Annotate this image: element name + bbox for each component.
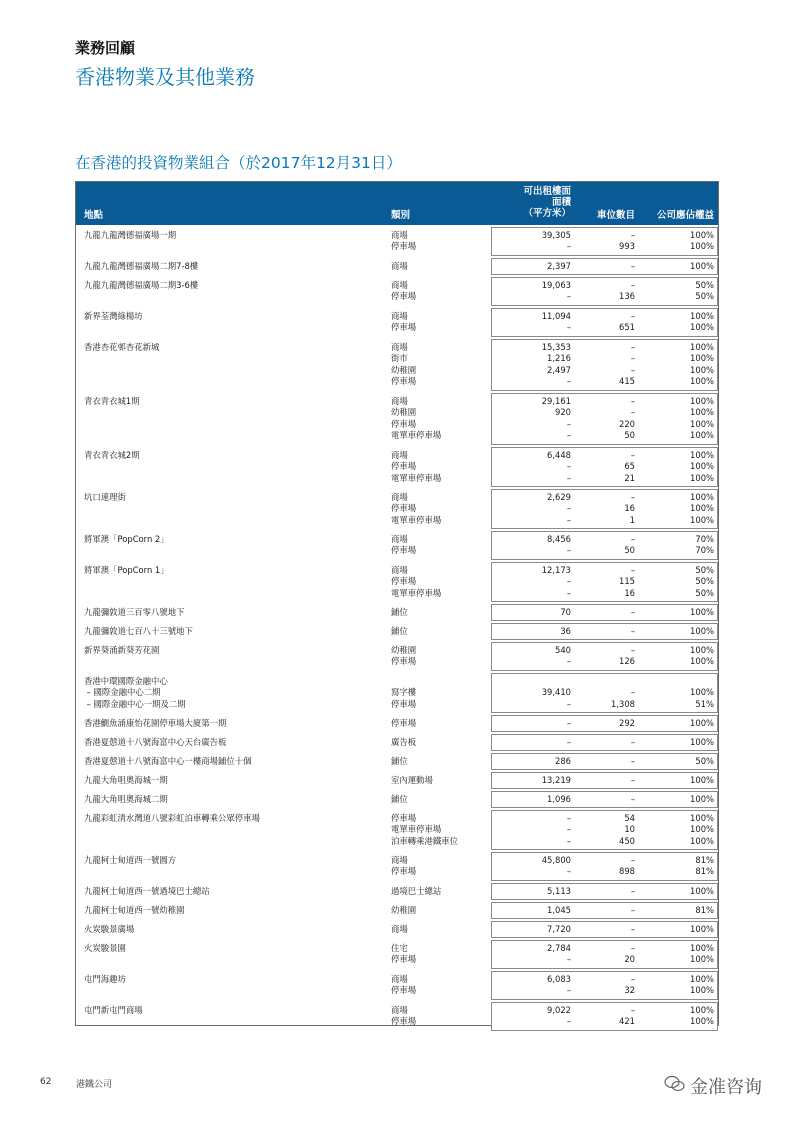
interest-cell: 100% [690,775,714,785]
location-cell: 火炭駿景園 [84,943,126,953]
parking-cell: – [630,905,635,915]
interest-cell: 100% [690,737,714,747]
interest-cell: 100% 100% [690,974,714,996]
parking-cell: – 16 1 [624,492,635,525]
table-row [76,225,718,256]
parking-cell: 54 10 450 [619,813,635,846]
area-cell: 15,353 1,216 2,497 – [541,342,571,387]
area-cell: 70 [560,607,571,617]
area-cell: 540 – [555,645,571,667]
type-cell: 鋪位 [391,756,408,766]
location-cell: 將軍澳「PopCorn 1」 [84,565,169,575]
area-cell: 1,045 [547,905,571,915]
header-interest: 公司應佔權益 [656,210,714,221]
area-cell: 29,161 920 – – [541,396,571,441]
watermark: 金准咨询 [690,1077,762,1098]
interest-cell: 100% [690,261,714,271]
area-cell: 19,063 – [541,280,571,302]
table-row [76,751,718,770]
parking-cell: – [630,737,635,747]
area-cell: – [566,737,571,747]
area-cell: 11,094 – [541,311,571,333]
type-cell: 停車場 電單車停車場 泊車轉乘港鐵車位 [391,813,458,846]
area-cell: 286 [555,756,571,766]
table-row [76,391,718,445]
location-cell: 九龍柯士甸道西一號圓方 [84,855,177,865]
type-cell: 幼稚園 [391,905,417,915]
parking-cell: – [630,924,635,934]
table-row [76,560,718,602]
type-cell: 鋪位 [391,607,408,617]
area-cell: 9,022 – [547,1005,571,1027]
location-cell: 新界葵涌新葵芳花園 [84,645,160,655]
location-cell: 九龍柯士甸道西一號幼稚園 [84,905,185,915]
wechat-icon [664,1075,686,1093]
table-row [76,256,718,275]
location-cell: 坑口連理街 [84,492,126,502]
table-row [76,621,718,640]
location-cell: 香港杏花邨杏花新城 [84,342,160,352]
table-row [76,789,718,808]
type-cell: 商場 停車場 [391,534,417,556]
area-cell: – – – [566,813,571,846]
table-row [76,337,718,391]
area-cell: 39,410 – [541,687,571,709]
area-cell: 6,083 – [547,974,571,996]
area-cell: 45,800 – [541,855,571,877]
interest-cell: 81% 81% [695,855,714,877]
interest-cell: 100% [690,886,714,896]
interest-cell: 100% 100% [690,1005,714,1027]
area-cell: 7,720 [547,924,571,934]
interest-cell: 50% 50% [695,280,714,302]
location-cell: 九龍九龍灣德福廣場二期3-6樓 [84,280,199,290]
type-cell: 商場 停車場 [391,855,417,877]
parking-cell: – 65 21 [624,450,635,483]
parking-cell: – [630,626,635,636]
parking-cell: – [630,756,635,766]
interest-cell: 70% 70% [695,534,714,556]
location-cell: 香港中環國際金融中心 – 國際金融中心二期 – 國際金融中心一期及二期 [84,676,186,709]
location-cell: 火炭駿景廣場 [84,924,135,934]
interest-cell: 100% 100% 100% 100% [690,342,714,387]
type-cell: 商場 停車場 [391,974,417,996]
table-body [76,225,718,1031]
type-cell: 商場 停車場 電單車停車場 [391,492,442,525]
header-type: 類別 [391,210,411,221]
type-cell: 商場 街市 幼稚園 停車場 [391,342,417,387]
table-row [76,713,718,732]
page-number: 62 [40,1077,52,1087]
type-cell: 商場 停車場 [391,280,417,302]
area-cell: 36 [560,626,571,636]
table-row [76,671,718,713]
interest-cell: 100% [690,626,714,636]
header-area: 可出租樓面 面積 （平方米） [523,186,571,219]
type-cell: 鋪位 [391,794,408,804]
interest-cell: 100% [690,607,714,617]
interest-cell: 100% [690,794,714,804]
parking-cell: – – 220 50 [619,396,635,441]
area-cell: 39,305 – [541,230,571,252]
interest-cell: 100% 100% [690,230,714,252]
type-cell: 商場 [391,261,408,271]
type-cell: 室內運動場 [391,775,433,785]
area-cell: 2,397 [547,261,571,271]
table-row [76,640,718,671]
parking-cell: – – – 415 [619,342,635,387]
parking-cell: – 115 16 [619,565,635,598]
location-cell: 香港夏慤道十八號海富中心天台廣告板 [84,737,227,747]
type-cell: 商場 停車場 電單車停車場 [391,450,442,483]
type-cell: 鋪位 [391,626,408,636]
type-cell: 商場 停車場 [391,311,417,333]
location-cell: 青衣青衣城2期 [84,450,140,460]
parking-cell: – 1,308 [611,687,635,709]
type-cell: 商場 幼稚園 停車場 電單車停車場 [391,396,442,441]
area-cell: 5,113 [547,886,571,896]
parking-cell: – [630,886,635,896]
parking-cell: – [630,607,635,617]
location-cell: 九龍大角咀奧海城二期 [84,794,168,804]
area-cell: 8,456 – [547,534,571,556]
section-label: 業務回顧 [75,39,136,57]
table-row [76,900,718,919]
area-cell: 12,173 – – [541,565,571,598]
interest-cell: 100% 100% [690,311,714,333]
parking-cell: – 421 [619,1005,635,1027]
parking-cell: – 993 [619,230,635,252]
area-cell: 6,448 – – [547,450,571,483]
type-cell: 住宅 停車場 [391,943,417,965]
location-cell: 九龍彩虹清水灣道八號彩虹泊車轉乘公眾停車場 [84,813,260,823]
table-row [76,529,718,560]
location-cell: 九龍九龍灣德福廣場二期7-8樓 [84,261,199,271]
type-cell: 商場 停車場 [391,230,417,252]
header-location: 地點 [84,210,104,221]
type-cell: 停車場 [391,718,417,728]
interest-cell: 100% 100% 100% [690,492,714,525]
table-row [76,275,718,306]
parking-cell: – 126 [619,645,635,667]
table-row [76,1000,718,1031]
area-cell: 1,096 [547,794,571,804]
type-cell: 寫字樓 停車場 [391,687,417,709]
location-cell: 九龍大角咀奧海城一期 [84,775,168,785]
parking-cell: – 898 [619,855,635,877]
investment-property-table [75,181,719,1026]
type-cell: 幼稚園 停車場 [391,645,417,667]
parking-cell: 292 [619,718,635,728]
table-row [76,919,718,938]
location-cell: 將軍澳「PopCorn 2」 [84,534,169,544]
location-cell: 屯門海趣坊 [84,974,126,984]
location-cell: 九龍柯士甸道西一號過境巴士總站 [84,886,210,896]
interest-cell: 100% [690,924,714,934]
table-row [76,732,718,751]
interest-cell: 100% [690,718,714,728]
interest-cell: 100% 100% [690,645,714,667]
interest-cell: 100% 100% 100% [690,813,714,846]
table-title: 在香港的投資物業組合（於2017年12月31日） [75,154,402,172]
interest-cell: 100% 100% [690,943,714,965]
type-cell: 商場 停車場 電單車停車場 [391,565,442,598]
table-row [76,881,718,900]
table-row [76,445,718,487]
type-cell: 商場 [391,924,408,934]
table-row [76,808,718,850]
type-cell: 過境巴士總站 [391,886,442,896]
parking-cell: – [630,261,635,271]
table-row [76,770,718,789]
interest-cell: 100% 100% 100% 100% [690,396,714,441]
interest-cell: 50% 50% 50% [695,565,714,598]
parking-cell: – 651 [619,311,635,333]
interest-cell: 81% [695,905,714,915]
type-cell: 商場 停車場 [391,1005,417,1027]
table-row [76,306,718,337]
type-cell: 廣告板 [391,737,417,747]
area-cell: 2,629 – – [547,492,571,525]
location-cell: 九龍彌敦道七百八十三號地下 [84,626,193,636]
parking-cell: – [630,794,635,804]
location-cell: 九龍九龍灣德福廣場一期 [84,230,177,240]
table-row [76,938,718,969]
location-cell: 新界荃灣綠楊坊 [84,311,143,321]
location-cell: 九龍彌敦道三百零八號地下 [84,607,185,617]
company-name: 港鐵公司 [76,1080,113,1090]
area-cell: 13,219 [541,775,571,785]
location-cell: 青衣青衣城1期 [84,396,140,406]
section-title: 香港物業及其他業務 [75,65,255,89]
table-row [76,850,718,881]
header-parking: 車位數目 [596,210,635,221]
table-row [76,969,718,1000]
interest-cell: 100% 51% [690,687,714,709]
location-cell: 屯門新屯門商場 [84,1005,143,1015]
interest-cell: 100% 100% 100% [690,450,714,483]
interest-cell: 50% [695,756,714,766]
parking-cell: – 136 [619,280,635,302]
area-cell: 2,784 – [547,943,571,965]
table-header [76,182,718,225]
parking-cell: – [630,775,635,785]
parking-cell: – 20 [624,943,635,965]
parking-cell: – 50 [624,534,635,556]
location-cell: 香港夏慤道十八號海富中心一樓商場鋪位十個 [84,756,252,766]
parking-cell: – 32 [624,974,635,996]
table-row [76,602,718,621]
location-cell: 香港鰂魚涌康怡花園停車場大廈第一期 [84,718,227,728]
table-row [76,487,718,529]
area-cell: – [566,718,571,728]
